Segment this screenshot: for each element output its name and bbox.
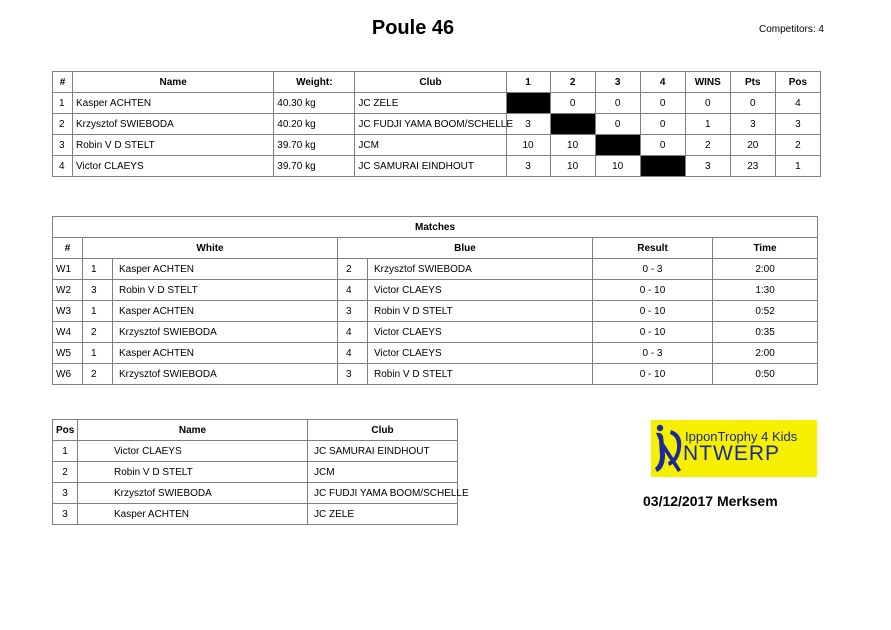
pool-cell: Kasper ACHTEN [73,93,274,114]
match-cell: W3 [53,301,83,322]
pool-header-cell: 3 [595,72,640,93]
match-cell: Kasper ACHTEN [113,301,338,322]
pool-header-cell: # [53,72,73,93]
matches-header-cell: Blue [338,238,593,259]
matches-title: Matches [53,217,818,238]
match-cell: 2 [83,364,113,385]
ranking-header-row [53,420,458,441]
pool-row [53,93,821,114]
matches-header-cell: # [53,238,83,259]
match-cell: 1 [83,301,113,322]
match-cell: 3 [83,280,113,301]
match-cell: Victor CLAEYS [368,343,593,364]
match-cell: Victor CLAEYS [368,322,593,343]
pool-cell: 39.70 kg [274,135,355,156]
match-cell: 4 [338,322,368,343]
match-cell: 2:00 [713,259,818,280]
pool-cell: 3 [730,114,775,135]
event-date: 03/12/2017 Merksem [643,493,778,509]
match-row [53,343,818,364]
match-cell: Krzysztof SWIEBODA [113,364,338,385]
matches-table [52,216,818,385]
match-cell: 3 [338,301,368,322]
pool-header-cell: 2 [550,72,595,93]
match-cell: W5 [53,343,83,364]
pool-header-cell: Club [355,72,506,93]
pool-header-cell: 1 [506,72,550,93]
match-row [53,280,818,301]
match-cell: Kasper ACHTEN [113,259,338,280]
match-row [53,322,818,343]
match-cell: W4 [53,322,83,343]
pool-cell: 3 [685,156,730,177]
pool-cell: Krzysztof SWIEBODA [73,114,274,135]
ranking-row [53,483,458,504]
match-cell: 0 - 10 [593,301,713,322]
ranking-header-cell: Club [308,420,458,441]
pool-self-cell [640,156,685,177]
ranking-cell: Krzysztof SWIEBODA [78,483,308,504]
pool-cell: JC SAMURAI EINDHOUT [355,156,506,177]
pool-cell: 20 [730,135,775,156]
pool-cell: 10 [550,156,595,177]
ranking-cell: Robin V D STELT [78,462,308,483]
ippon-trophy-logo [651,420,817,477]
ranking-header-cell: Pos [53,420,78,441]
ranking-row [53,504,458,525]
pool-row [53,135,821,156]
pool-self-cell [506,93,550,114]
pool-header-cell: Pts [730,72,775,93]
pool-cell: 3 [506,156,550,177]
pool-header-cell: WINS [685,72,730,93]
pool-cell: 2 [685,135,730,156]
pool-cell: 40.30 kg [274,93,355,114]
pool-cell: 39.70 kg [274,156,355,177]
pool-cell: 4 [53,156,73,177]
ranking-cell: JC ZELE [308,504,458,525]
pool-cell: 0 [595,114,640,135]
pool-cell: 3 [506,114,550,135]
match-row [53,259,818,280]
pool-header-cell: Weight: [274,72,355,93]
match-cell: 0 - 10 [593,364,713,385]
match-cell: 1 [83,343,113,364]
match-cell: 4 [338,343,368,364]
match-cell: 2 [338,259,368,280]
ranking-cell: JC FUDJI YAMA BOOM/SCHELLE [308,483,458,504]
pool-row [53,156,821,177]
pool-cell: Robin V D STELT [73,135,274,156]
pool-cell: 10 [595,156,640,177]
match-cell: Robin V D STELT [368,364,593,385]
match-cell: 4 [338,280,368,301]
match-cell: Kasper ACHTEN [113,343,338,364]
ranking-table [52,419,469,525]
ranking-header-cell: Name [78,420,308,441]
pool-cell: 23 [730,156,775,177]
match-cell: Krzysztof SWIEBODA [113,322,338,343]
ranking-row [53,441,458,462]
pool-cell: JC FUDJI YAMA BOOM/SCHELLE [355,114,506,135]
pool-cell: 0 [730,93,775,114]
match-cell: Robin V D STELT [368,301,593,322]
pool-self-cell [550,114,595,135]
ranking-cell: 3 [53,483,78,504]
pool-cell: 1 [775,156,820,177]
logo-line1: IpponTrophy 4 Kids [685,429,798,444]
pool-cell: 40.20 kg [274,114,355,135]
ranking-row [53,462,458,483]
pool-cell: 4 [775,93,820,114]
match-cell: 0 - 10 [593,280,713,301]
pool-cell: 0 [685,93,730,114]
match-cell: 0:35 [713,322,818,343]
match-cell: Robin V D STELT [113,280,338,301]
pool-self-cell [595,135,640,156]
pool-cell: Victor CLAEYS [73,156,274,177]
ranking-cell: 2 [53,462,78,483]
matches-header-cell: Result [593,238,713,259]
match-cell: W1 [53,259,83,280]
pool-header-row [53,72,821,93]
match-cell: 0:52 [713,301,818,322]
pool-cell: 2 [53,114,73,135]
pool-cell: 0 [640,93,685,114]
pool-table [52,71,821,177]
pool-cell: 0 [640,114,685,135]
match-row [53,364,818,385]
ranking-cell: Kasper ACHTEN [78,504,308,525]
match-cell: 0 - 3 [593,343,713,364]
pool-cell: JC ZELE [355,93,506,114]
match-row [53,301,818,322]
match-cell: Victor CLAEYS [368,280,593,301]
matches-header-cell: Time [713,238,818,259]
match-cell: 1 [83,259,113,280]
pool-cell: 10 [506,135,550,156]
match-cell: 0 - 3 [593,259,713,280]
pool-cell: 3 [53,135,73,156]
pool-header-cell: 4 [640,72,685,93]
match-cell: 1:30 [713,280,818,301]
match-cell: 2:00 [713,343,818,364]
pool-cell: 1 [685,114,730,135]
match-cell: 0:50 [713,364,818,385]
matches-header-cell: White [83,238,338,259]
match-cell: W6 [53,364,83,385]
page-title: Poule 46 [371,17,455,39]
pool-cell: JCM [355,135,506,156]
pool-cell: 0 [595,93,640,114]
ranking-cell: 1 [53,441,78,462]
match-cell: 0 - 10 [593,322,713,343]
ranking-cell: JCM [308,462,458,483]
pool-cell: 2 [775,135,820,156]
ranking-cell: JC SAMURAI EINDHOUT [308,441,458,462]
pool-cell: 0 [550,93,595,114]
pool-cell: 1 [53,93,73,114]
logo-line2: NTWERP [683,442,780,465]
match-cell: Krzysztof SWIEBODA [368,259,593,280]
pool-header-cell: Pos [775,72,820,93]
ranking-cell: Victor CLAEYS [78,441,308,462]
ranking-cell: 3 [53,504,78,525]
competitors-count: Competitors: 4 [758,24,824,35]
matches-header-row [53,238,818,259]
pool-row [53,114,821,135]
pool-cell: 0 [640,135,685,156]
match-cell: W2 [53,280,83,301]
match-cell: 3 [338,364,368,385]
pool-cell: 10 [550,135,595,156]
pool-header-cell: Name [73,72,274,93]
pool-cell: 3 [775,114,820,135]
match-cell: 2 [83,322,113,343]
